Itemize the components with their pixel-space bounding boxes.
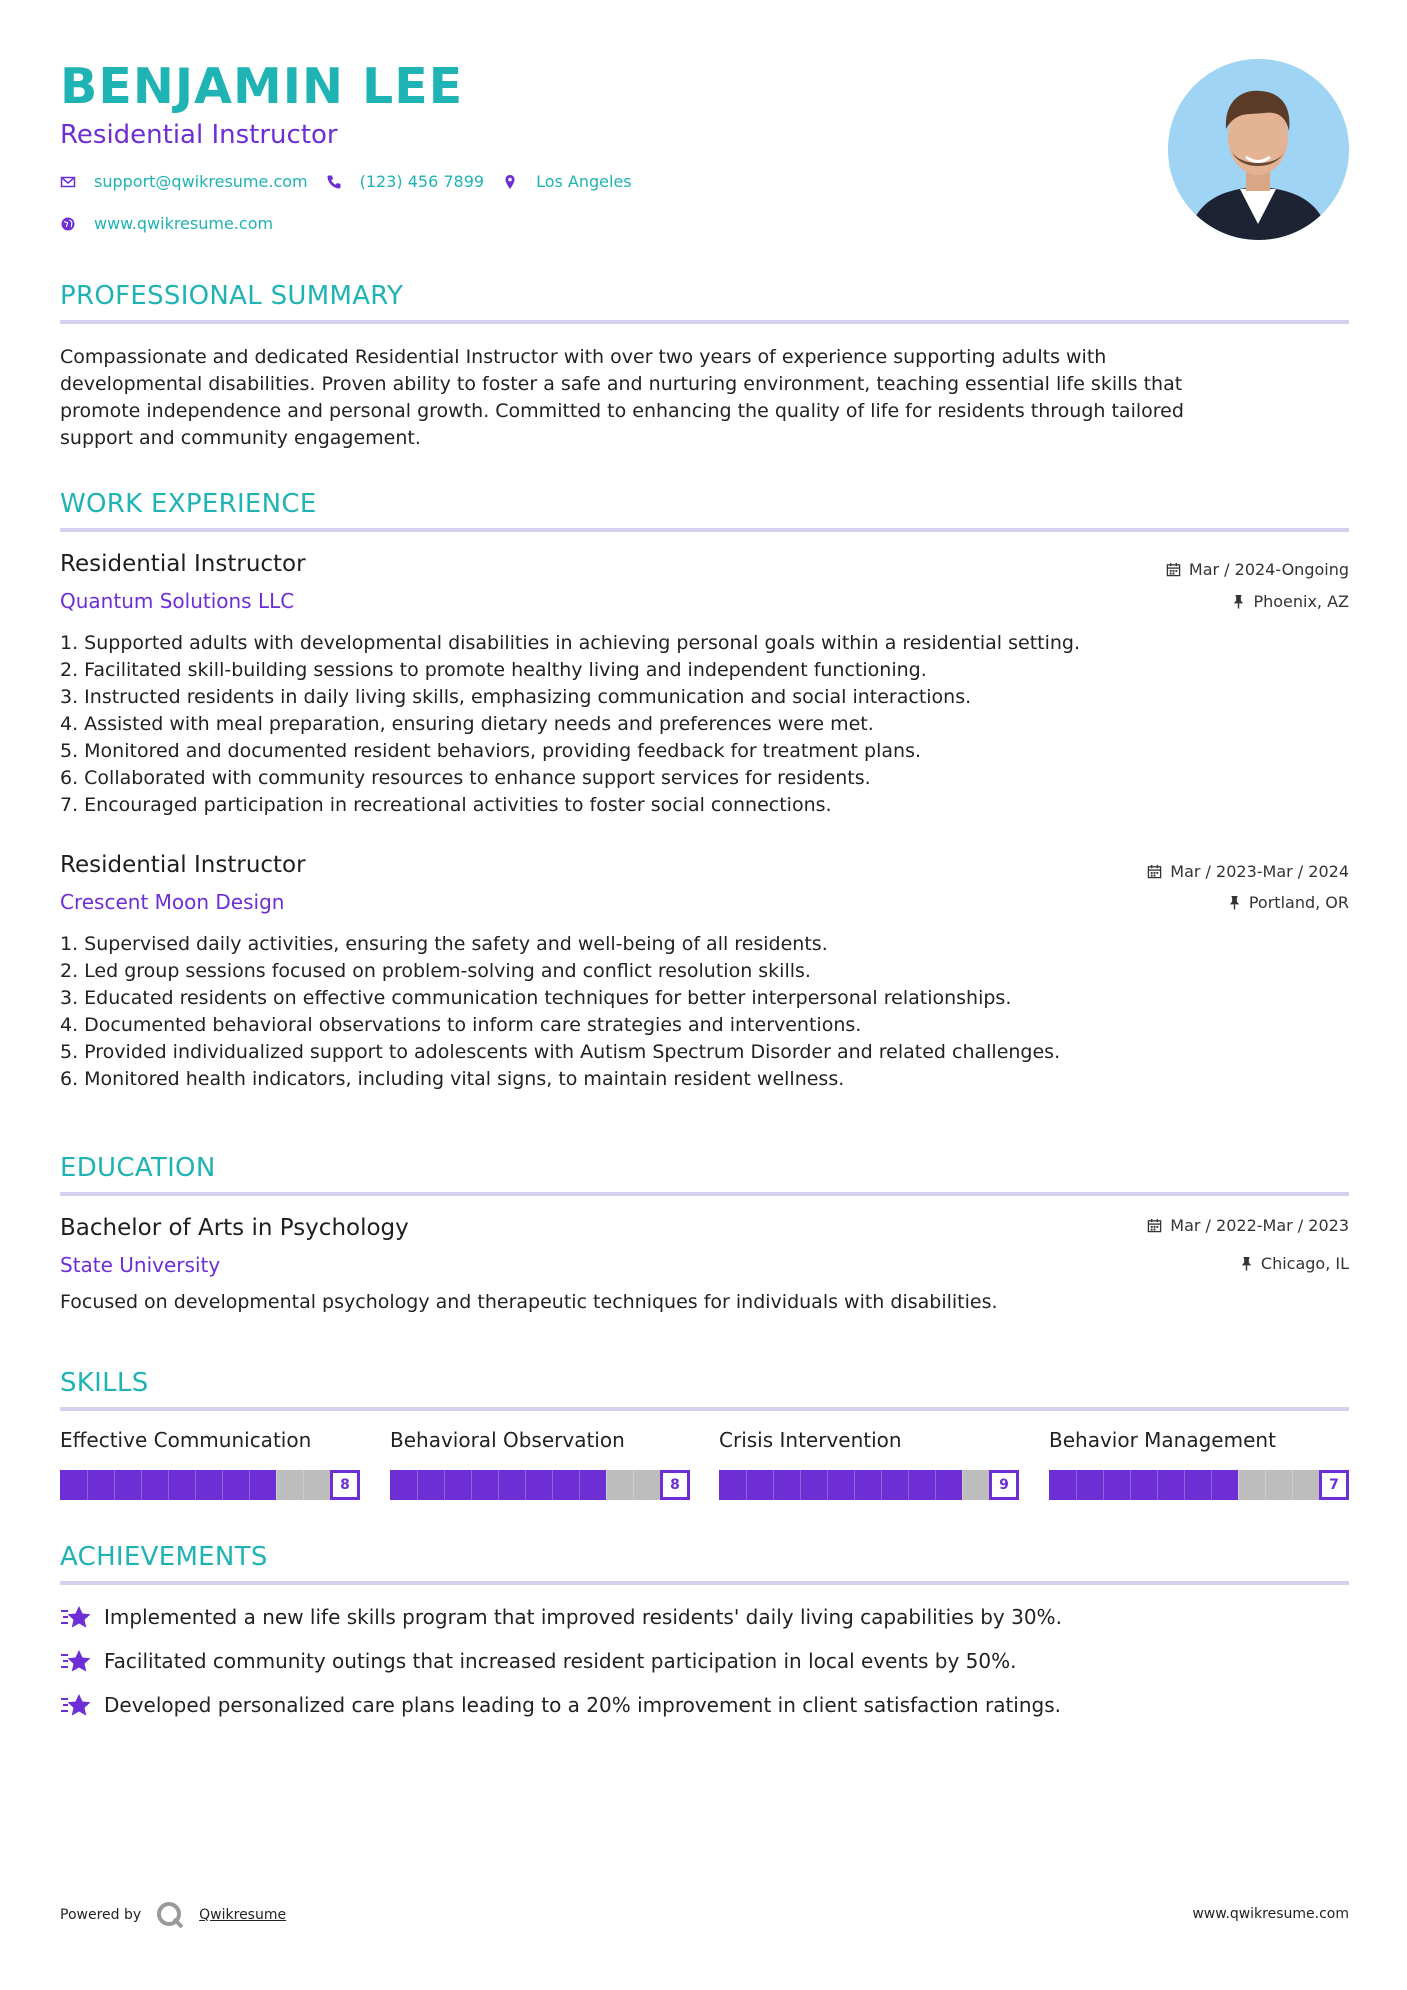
skill-bar-segment (1157, 1470, 1158, 1500)
job-location (1232, 592, 1349, 611)
skill-name: Effective Communication (60, 1428, 312, 1452)
calendar-icon (1147, 1218, 1162, 1233)
skill-level-value: 7 (1319, 1470, 1349, 1500)
star-icon (60, 1604, 92, 1630)
website-row (60, 214, 291, 233)
achievement-text: Developed personalized care plans leading to a 20% improvement in client satisfaction ratings. (104, 1693, 1062, 1717)
job-location (1228, 893, 1349, 912)
education-heading: EDUCATION (60, 1153, 216, 1183)
achievements-heading: ACHIEVEMENTS (60, 1542, 268, 1572)
skill-name: Behavioral Observation (390, 1428, 625, 1452)
job-dates (1166, 560, 1349, 579)
skill-bar-segment (114, 1470, 115, 1500)
skill-bar-segment (195, 1470, 196, 1500)
skill-level-fill (1049, 1470, 1238, 1500)
skill-bar-segment (141, 1470, 142, 1500)
achievements-divider (60, 1581, 1349, 1585)
powered-by-label: Powered by (60, 1907, 142, 1923)
duty-item: 4. Assisted with meal preparation, ensuring dietary needs and preferences were met. (60, 713, 874, 735)
skill-level-fill (719, 1470, 962, 1500)
website-contact[interactable] (60, 214, 273, 233)
skill-bar-segment (633, 1470, 634, 1500)
skill-bar-segment (908, 1470, 909, 1500)
duty-item: 7. Encouraged participation in recreational activities to foster social connections. (60, 794, 832, 816)
skill-bar-segment (1238, 1470, 1239, 1500)
phone-icon (326, 174, 342, 190)
map-pin-icon (502, 174, 518, 190)
location-text: Portland, OR (1248, 893, 1349, 912)
skill-bar-segment (746, 1470, 747, 1500)
summary-line: Compassionate and dedicated Residential Instructor with over two years of experience supporting adults with (60, 346, 1107, 368)
duty-item: 1. Supported adults with developmental disabilities in achieving personal goals within a residential setting. (60, 632, 1081, 654)
skill-bar-segment (1292, 1470, 1293, 1500)
skill-bar-segment (303, 1470, 304, 1500)
location-contact (502, 172, 632, 191)
skill-bar-segment (249, 1470, 250, 1500)
qwikresume-logo-icon (155, 1900, 185, 1930)
skill-bar-segment (827, 1470, 828, 1500)
calendar-icon (1166, 562, 1181, 577)
skill-bar-segment (552, 1470, 553, 1500)
skill-bar-segment (935, 1470, 936, 1500)
skill-item (390, 1428, 690, 1500)
skill-level-bar (1049, 1470, 1349, 1500)
skill-bar-segment (1184, 1470, 1185, 1500)
skill-bar-segment (168, 1470, 169, 1500)
skill-bar-segment (579, 1470, 580, 1500)
degree-title: Bachelor of Arts in Psychology (60, 1215, 409, 1241)
skill-bar-segment (1076, 1470, 1077, 1500)
skill-bar-segment (1265, 1470, 1266, 1500)
skill-bar-segment (606, 1470, 607, 1500)
skill-item (719, 1428, 1019, 1500)
skills-heading: SKILLS (60, 1368, 149, 1398)
duty-item: 2. Led group sessions focused on problem-solving and conflict resolution skills. (60, 960, 811, 982)
job-title: Residential Instructor (60, 852, 306, 878)
pushpin-icon (1232, 594, 1245, 609)
skill-item (1049, 1428, 1349, 1500)
skill-bar-segment (498, 1470, 499, 1500)
footer-powered-by (60, 1900, 286, 1930)
duty-item: 5. Provided individualized support to adolescents with Autism Spectrum Disorder and related challenges. (60, 1041, 1061, 1063)
location-text: Los Angeles (536, 172, 632, 191)
company-name: Quantum Solutions LLC (60, 589, 295, 613)
contact-row (60, 172, 650, 191)
skill-item (60, 1428, 360, 1500)
skill-level-value: 8 (660, 1470, 690, 1500)
job-title: Residential Instructor (60, 551, 306, 577)
duty-item: 6. Monitored health indicators, including vital signs, to maintain resident wellness. (60, 1068, 845, 1090)
summary-line: promote independence and personal growth. Committed to enhancing the quality of life for residents through tailored (60, 400, 1184, 422)
duty-item: 2. Facilitated skill-building sessions to promote healthy living and independent functioning. (60, 659, 927, 681)
skill-name: Crisis Intervention (719, 1428, 902, 1452)
skill-level-value: 8 (330, 1470, 360, 1500)
profile-photo (1168, 59, 1349, 240)
skill-bar-segment (525, 1470, 526, 1500)
star-icon (60, 1648, 92, 1674)
candidate-name: BENJAMIN LEE (60, 58, 464, 115)
skill-bar-segment (1130, 1470, 1131, 1500)
education-dates (1147, 1216, 1349, 1235)
location-text: Chicago, IL (1260, 1254, 1349, 1273)
website-text: www.qwikresume.com (94, 214, 274, 233)
skill-bar-segment (962, 1470, 963, 1500)
summary-divider (60, 320, 1349, 324)
skill-bar-segment (881, 1470, 882, 1500)
brand-link[interactable]: Qwikresume (199, 1907, 287, 1923)
email-text: support@qwikresume.com (94, 172, 308, 191)
phone-text: (123) 456 7899 (359, 172, 485, 191)
pushpin-icon (1240, 1256, 1253, 1271)
pushpin-icon (1228, 895, 1241, 910)
duty-item: 6. Collaborated with community resources to enhance support services for residents. (60, 767, 871, 789)
job-duties (60, 931, 1350, 1093)
phone-contact[interactable] (326, 172, 484, 191)
achievement-item (60, 1648, 1016, 1674)
dates-text: Mar / 2023-Mar / 2024 (1170, 862, 1349, 881)
skill-level-bar (390, 1470, 690, 1500)
skill-bar-segment (417, 1470, 418, 1500)
skill-bar-segment (87, 1470, 88, 1500)
location-text: Phoenix, AZ (1253, 592, 1349, 611)
skill-bar-segment (471, 1470, 472, 1500)
duty-item: 4. Documented behavioral observations to inform care strategies and interventions. (60, 1014, 862, 1036)
skill-name: Behavior Management (1049, 1428, 1276, 1452)
skill-level-bar (60, 1470, 360, 1500)
skill-bar-segment (773, 1470, 774, 1500)
education-description: Focused on developmental psychology and therapeutic techniques for individuals with disabilities. (60, 1291, 998, 1313)
skill-bar-segment (1211, 1470, 1212, 1500)
company-name: Crescent Moon Design (60, 890, 285, 914)
duty-item: 5. Monitored and documented resident behaviors, providing feedback for treatment plans. (60, 740, 922, 762)
school-name: State University (60, 1253, 221, 1277)
dates-text: Mar / 2022-Mar / 2023 (1170, 1216, 1349, 1235)
summary-line: developmental disabilities. Proven ability to foster a safe and nurturing environment, teaching essential life skills that (60, 373, 1183, 395)
education-location (1240, 1254, 1349, 1273)
job-duties (60, 630, 1350, 819)
globe-icon (60, 216, 76, 232)
achievement-item (60, 1604, 1062, 1630)
skill-bar-segment (444, 1470, 445, 1500)
skill-level-bar (719, 1470, 1019, 1500)
job-dates (1147, 862, 1349, 881)
skill-bar-segment (222, 1470, 223, 1500)
summary-text (60, 344, 1350, 452)
duty-item: 3. Instructed residents in daily living skills, emphasizing communication and social interactions. (60, 686, 972, 708)
skills-divider (60, 1407, 1349, 1411)
experience-heading: WORK EXPERIENCE (60, 489, 317, 519)
star-icon (60, 1692, 92, 1718)
achievement-item (60, 1692, 1061, 1718)
summary-line: support and community engagement. (60, 427, 421, 449)
skill-bar-segment (1103, 1470, 1104, 1500)
footer-website[interactable]: www.qwikresume.com (1192, 1906, 1349, 1922)
skill-bar-segment (276, 1470, 277, 1500)
duty-item: 3. Educated residents on effective communication techniques for better interpersonal relationships. (60, 987, 1012, 1009)
summary-heading: PROFESSIONAL SUMMARY (60, 281, 404, 311)
skill-bar-segment (854, 1470, 855, 1500)
duty-item: 1. Supervised daily activities, ensuring the safety and well-being of all residents. (60, 933, 828, 955)
dates-text: Mar / 2024-Ongoing (1188, 560, 1349, 579)
skill-level-value: 9 (989, 1470, 1019, 1500)
skill-bar-segment (800, 1470, 801, 1500)
envelope-icon (60, 174, 76, 190)
achievement-text: Implemented a new life skills program that improved residents' daily living capabilities by 30%. (104, 1605, 1062, 1629)
candidate-role: Residential Instructor (60, 120, 338, 150)
calendar-icon (1147, 864, 1162, 879)
email-contact[interactable] (60, 172, 308, 191)
experience-divider (60, 528, 1349, 532)
achievement-text: Facilitated community outings that increased resident participation in local events by 50%. (104, 1649, 1017, 1673)
education-divider (60, 1192, 1349, 1196)
avatar (1168, 59, 1349, 240)
